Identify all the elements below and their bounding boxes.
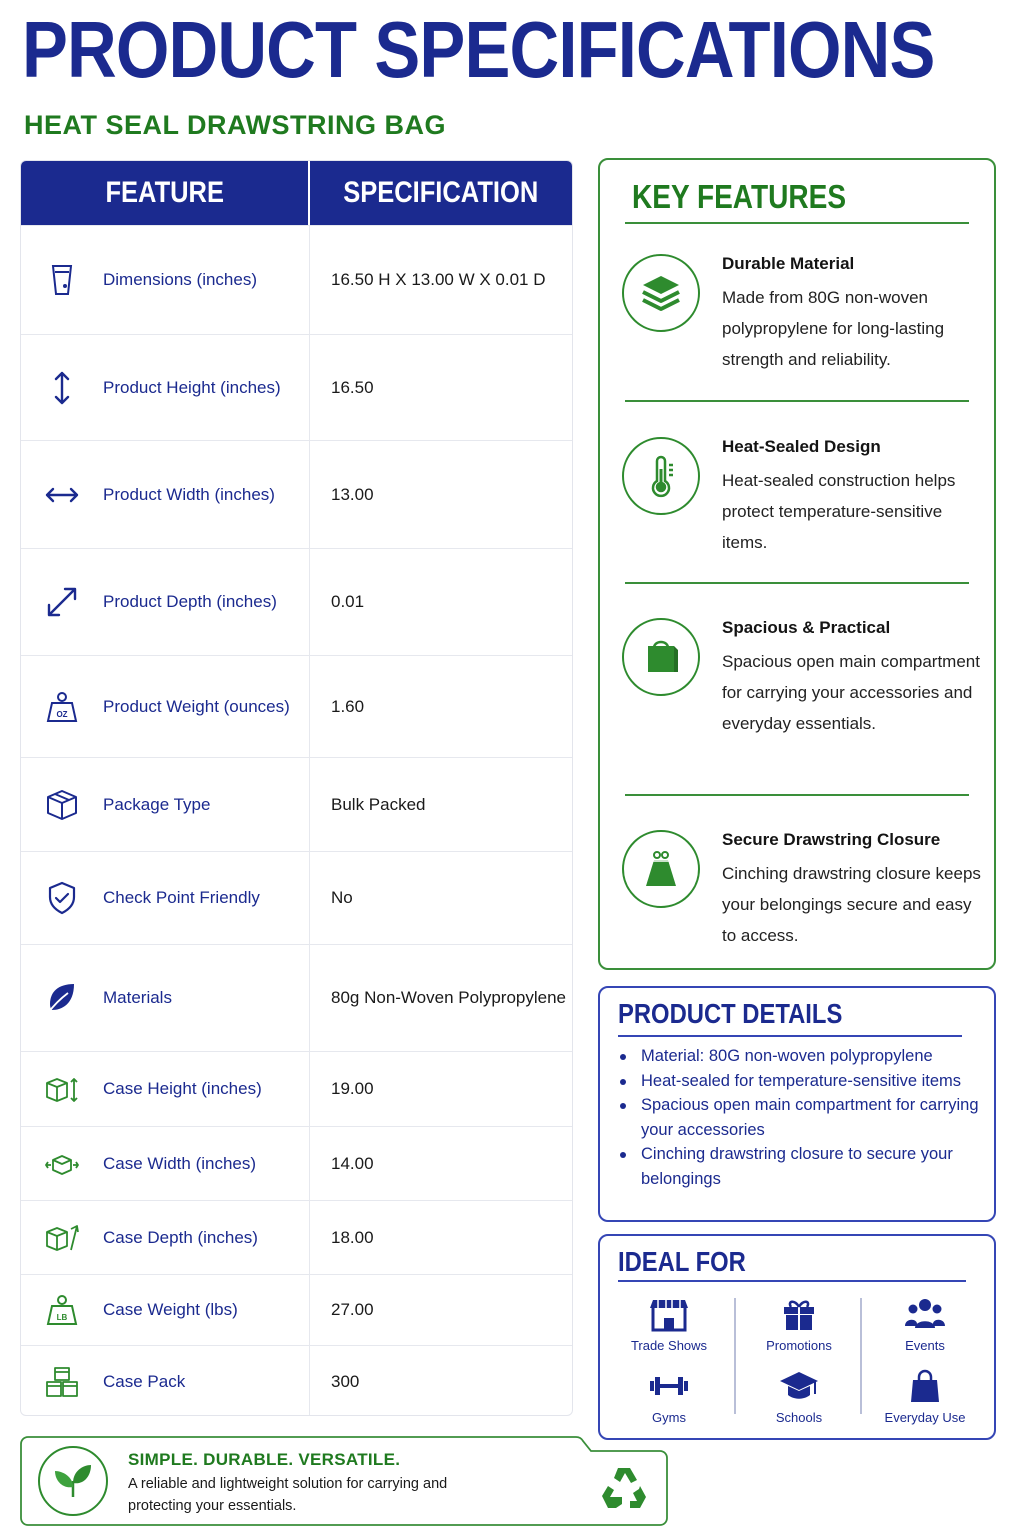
table-row — [21, 944, 572, 1051]
spec-value: 18.00 — [331, 1227, 374, 1247]
lb-weight-icon — [21, 1292, 103, 1328]
feature-label: Check Point Friendly — [103, 888, 260, 907]
ideal-for-item: Gyms — [606, 1368, 732, 1425]
box-icon — [21, 787, 103, 823]
product-details-title: PRODUCT DETAILS — [618, 998, 843, 1029]
shield-check-icon — [21, 880, 103, 916]
page-subtitle: HEAT SEAL DRAWSTRING BAG — [24, 110, 447, 140]
feature-item — [622, 830, 982, 951]
spec-value: 27.00 — [331, 1300, 374, 1320]
feature-item — [622, 618, 982, 739]
specification-column-header: SPECIFICATION — [343, 176, 539, 209]
table-row — [21, 851, 572, 944]
ideal-for-item: Events — [862, 1296, 988, 1353]
feature-heading: Heat-Sealed Design — [722, 437, 881, 456]
spec-value: 0.01 — [331, 592, 365, 612]
vertical-arrow-icon — [21, 370, 103, 406]
list-item: Spacious open main compartment for carrying your accessories — [620, 1093, 980, 1142]
product-details-panel — [598, 986, 996, 1222]
spec-value: 80g Non-Woven Polypropylene — [331, 988, 566, 1008]
banner-heading: SIMPLE. DURABLE. VERSATILE. — [128, 1450, 401, 1469]
shopping-bag-icon — [905, 1368, 945, 1404]
feature-item — [622, 254, 982, 375]
list-item: Material: 80G non-woven polypropylene — [620, 1044, 980, 1069]
feature-body: Heat-sealed construction helps protect temperature-sensitive items. — [722, 471, 956, 552]
case-depth-icon — [21, 1220, 103, 1256]
gift-icon — [779, 1296, 819, 1332]
spec-value: 13.00 — [331, 484, 374, 504]
svg-text:OZ: OZ — [56, 709, 68, 719]
feature-body: Spacious open main compartment for carrying your accessories and everyday essentials. — [722, 652, 980, 733]
case-height-icon — [21, 1071, 103, 1107]
table-row — [21, 1200, 572, 1274]
table-row — [21, 440, 572, 548]
page-title: PRODUCT SPECIFICATIONS — [22, 5, 935, 94]
spec-table — [20, 160, 573, 1416]
feature-item — [622, 437, 982, 558]
tote-bag-icon — [622, 618, 700, 696]
feature-body: Cinching drawstring closure keeps your belongings secure and easy to access. — [722, 864, 981, 945]
product-details-list — [620, 1044, 980, 1191]
ideal-for-item: Everyday Use — [862, 1368, 988, 1425]
table-row — [21, 1126, 572, 1200]
case-width-icon — [21, 1146, 103, 1182]
feature-label: Dimensions (inches) — [103, 270, 257, 289]
banner-body: A reliable and lightweight solution for carrying and protecting your essentials. — [128, 1476, 448, 1514]
divider — [618, 1280, 966, 1282]
diagonal-arrow-icon — [21, 584, 103, 620]
feature-label: Product Height (inches) — [103, 377, 281, 397]
storefront-icon — [649, 1296, 689, 1332]
people-icon — [905, 1296, 945, 1332]
feature-heading: Spacious & Practical — [722, 618, 891, 637]
table-row — [21, 1274, 572, 1345]
spec-value: 1.60 — [331, 696, 365, 716]
spec-value: No — [331, 888, 353, 908]
table-row — [21, 757, 572, 851]
ideal-for-item: Trade Shows — [606, 1296, 732, 1353]
spec-value: 14.00 — [331, 1153, 374, 1173]
feature-heading: Secure Drawstring Closure — [722, 830, 941, 849]
feature-label: Case Width (inches) — [103, 1153, 257, 1173]
key-features-title: KEY FEATURES — [632, 178, 847, 215]
ideal-for-panel — [598, 1234, 996, 1440]
ideal-for-item: Promotions — [736, 1296, 862, 1353]
list-item: Heat-sealed for temperature-sensitive items — [620, 1069, 980, 1094]
feature-heading: Durable Material — [722, 254, 855, 273]
horizontal-arrow-icon — [21, 477, 103, 513]
list-item: Cinching drawstring closure to secure your belongings — [620, 1142, 980, 1191]
spec-value: 300 — [331, 1372, 360, 1392]
divider — [625, 582, 969, 584]
table-row — [21, 225, 572, 334]
table-row — [21, 1051, 572, 1126]
feature-label: Package Type — [103, 794, 211, 814]
feature-label: Case Height (inches) — [103, 1079, 262, 1098]
spec-value: 16.50 H X 13.00 W X 0.01 D — [331, 270, 546, 290]
svg-text:LB: LB — [56, 1313, 68, 1322]
thermometer-icon — [622, 437, 700, 515]
stacked-boxes-icon — [21, 1364, 103, 1400]
feature-label: Case Pack — [103, 1372, 186, 1391]
drawstring-bag-icon — [622, 830, 700, 908]
table-row — [21, 548, 572, 655]
feature-body: Made from 80G non-woven polypropylene for long-lasting strength and reliability. — [722, 288, 945, 369]
spec-value: Bulk Packed — [331, 794, 426, 814]
spec-value: 19.00 — [331, 1079, 374, 1099]
feature-label: Case Weight (lbs) — [103, 1300, 238, 1319]
key-features-panel — [598, 158, 996, 970]
ideal-for-item: Schools — [736, 1368, 862, 1425]
recycle-icon — [598, 1464, 650, 1514]
feature-label: Product Weight (ounces) — [103, 696, 290, 716]
cup-icon — [21, 262, 103, 298]
feature-label: Materials — [103, 988, 172, 1007]
table-row — [21, 655, 572, 757]
graduation-cap-icon — [779, 1368, 819, 1404]
bottom-banner — [20, 1436, 668, 1526]
table-row — [21, 334, 572, 440]
leaf-icon — [38, 1446, 108, 1516]
layers-icon — [622, 254, 700, 332]
divider — [618, 1035, 962, 1037]
table-row — [21, 1345, 572, 1416]
divider — [625, 794, 969, 796]
dumbbell-icon — [649, 1368, 689, 1404]
oz-weight-icon — [21, 689, 103, 725]
divider — [625, 400, 969, 402]
divider — [625, 222, 969, 224]
feature-label: Product Depth (inches) — [103, 592, 277, 611]
feature-label: Product Width (inches) — [103, 484, 275, 504]
table-header — [21, 161, 572, 225]
feature-label: Case Depth (inches) — [103, 1227, 258, 1247]
spec-value: 16.50 — [331, 377, 374, 397]
leaf-icon — [21, 980, 103, 1016]
ideal-for-title: IDEAL FOR — [618, 1246, 746, 1277]
feature-column-header: FEATURE — [21, 161, 310, 225]
